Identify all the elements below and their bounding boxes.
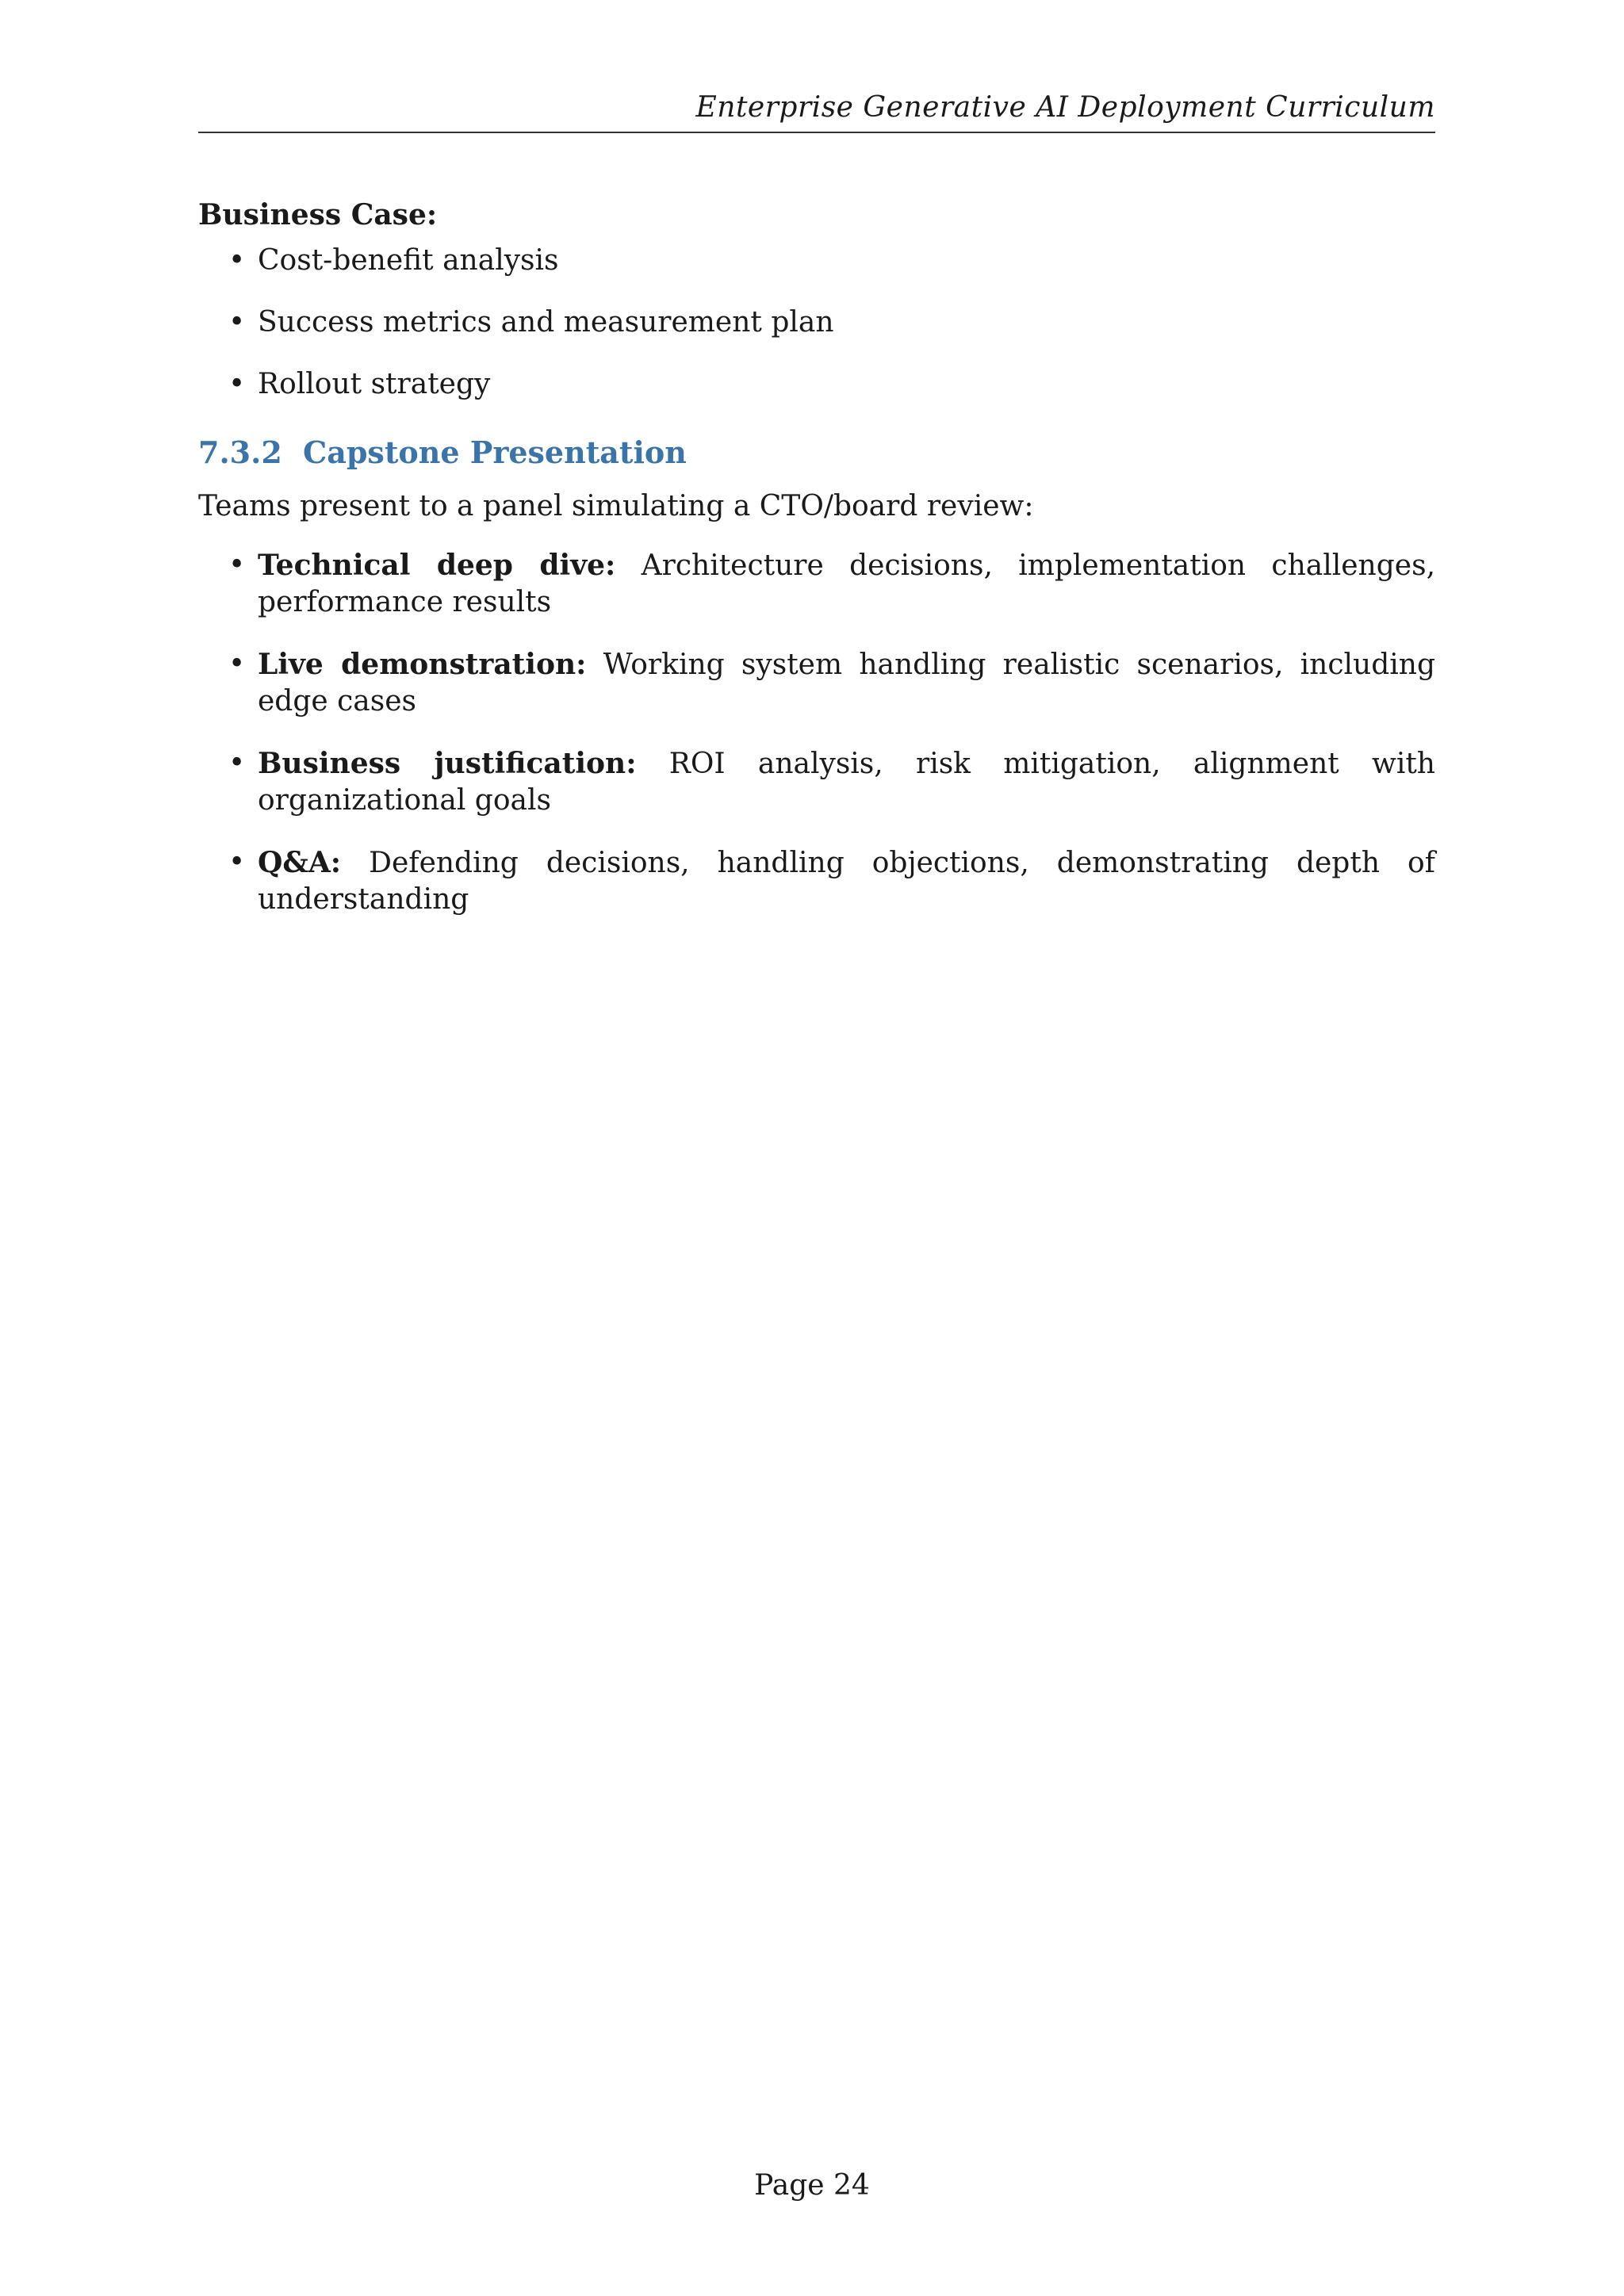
list-item-text: Rollout strategy (258, 368, 491, 400)
section-heading (198, 434, 1435, 471)
list-item-text: Defending decisions, handling objections, demonstrating depth of understanding (258, 847, 1435, 916)
bullet-icon: • (228, 244, 246, 277)
list-item-text: Architecture decisions, implementation challenges, performance results (258, 549, 1436, 618)
page-content (198, 197, 1435, 918)
list-item (198, 366, 1435, 403)
running-header: Enterprise Generative AI Deployment Curriculum (695, 91, 1435, 124)
list-item (198, 646, 1435, 720)
list-item (198, 243, 1435, 279)
bullet-icon: • (228, 648, 246, 680)
bullet-icon: • (228, 306, 246, 339)
header-rule (198, 132, 1435, 133)
page-number: Page 24 (754, 2169, 870, 2202)
list-item-term: Technical deep dive: (258, 549, 616, 582)
list-item (198, 547, 1435, 621)
list-item (198, 304, 1435, 341)
list-item (198, 745, 1435, 819)
section-title: Capstone Presentation (303, 434, 687, 470)
business-case-list (198, 243, 1435, 403)
list-item-term: Live demonstration: (258, 648, 587, 681)
business-case-heading: Business Case: (198, 198, 438, 232)
bullet-icon: • (228, 549, 246, 581)
list-item-text: ROI analysis, risk mitigation, alignment with organizational goals (258, 748, 1435, 817)
presentation-list (198, 547, 1435, 918)
list-item-term: Business justification: (258, 747, 637, 780)
list-item-term: Q&A: (258, 846, 342, 879)
list-item-text: Success metrics and measurement plan (258, 306, 834, 339)
section-intro: Teams present to a panel simulating a CTO/board review: (198, 490, 1034, 522)
bullet-icon: • (228, 846, 246, 878)
list-item-text: Working system handling realistic scenarios, including edge cases (258, 649, 1435, 718)
bullet-icon: • (228, 368, 246, 400)
list-item-text: Cost-benefit analysis (258, 244, 559, 277)
list-item (198, 844, 1435, 918)
bullet-icon: • (228, 747, 246, 779)
section-number: 7.3.2 (198, 434, 282, 470)
